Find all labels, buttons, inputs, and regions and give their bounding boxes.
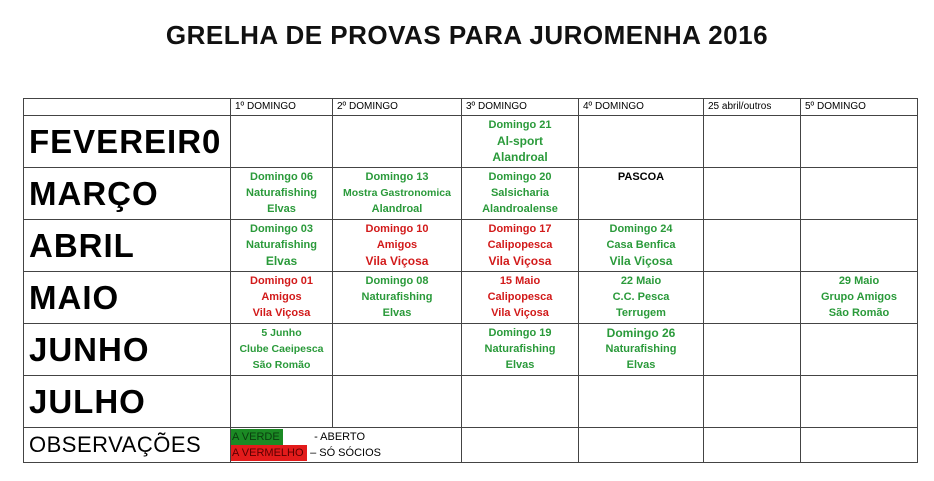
event-club: Salsicharia [490, 187, 550, 199]
event-place: São Romão [828, 307, 890, 319]
cell-empty [801, 116, 918, 168]
cell-empty [704, 168, 801, 220]
cell-empty [801, 168, 918, 220]
event-place: Elvas [267, 203, 296, 215]
cell-empty [579, 116, 704, 168]
schedule-table [23, 98, 918, 463]
legend-cell [231, 428, 462, 463]
event-date: Domingo 19 [488, 327, 552, 339]
legend [231, 428, 461, 461]
header-3-domingo: 3º DOMINGO [462, 99, 579, 116]
cell-empty [333, 376, 462, 428]
event-cell [801, 272, 918, 324]
legend-red-text: – SÓ SÓCIOS [310, 447, 381, 459]
cell-empty [231, 116, 333, 168]
cell-empty [231, 376, 333, 428]
cell-empty [801, 220, 918, 272]
event-place: Alandroalense [482, 203, 558, 215]
event-cell [333, 168, 462, 220]
header-2-domingo: 2º DOMINGO [333, 99, 462, 116]
event-place: Elvas [505, 359, 535, 371]
cell-empty [801, 376, 918, 428]
event-place: Elvas [265, 254, 298, 268]
event-place: Vila Viçosa [491, 307, 549, 319]
event-club: Naturafishing [361, 291, 433, 303]
event-place: Alandroal [371, 203, 423, 215]
header-row [24, 99, 918, 116]
event-cell [333, 220, 462, 272]
month-label: ABRIL [24, 220, 231, 272]
row-maio [24, 272, 918, 324]
row-observacoes [24, 428, 918, 463]
event-date: PASCOA [617, 171, 665, 183]
event-date: Domingo 24 [609, 223, 673, 235]
event-club: Calipopesca [487, 239, 553, 251]
event-cell [462, 116, 579, 168]
event-club: Naturafishing [246, 239, 317, 251]
event-club: Grupo Amigos [821, 291, 897, 303]
cell-empty [704, 272, 801, 324]
event-cell [231, 324, 333, 376]
cell-empty [801, 428, 918, 463]
header-25-abril-outros: 25 abril/outros [704, 99, 801, 116]
row-marco [24, 168, 918, 220]
header-1-domingo: 1º DOMINGO [231, 99, 333, 116]
row-abril [24, 220, 918, 272]
cell-empty [462, 428, 579, 463]
event-date: 22 Maio [620, 275, 662, 287]
event-date: Domingo 20 [488, 171, 552, 183]
event-date: Domingo 17 [488, 223, 552, 235]
event-club: C.C. Pesca [612, 291, 670, 303]
event-cell [579, 168, 704, 220]
event-cell [579, 272, 704, 324]
cell-empty [462, 376, 579, 428]
event-date: Domingo 21 [488, 119, 552, 131]
legend-green [231, 429, 461, 445]
event-place: São Romão [252, 359, 311, 371]
cell-empty [704, 324, 801, 376]
event-club: Calipopesca [487, 291, 553, 303]
event-cell [579, 220, 704, 272]
cell-empty [333, 324, 462, 376]
event-cell [231, 168, 333, 220]
event-place: Elvas [382, 307, 412, 319]
month-label: MAIO [24, 272, 231, 324]
event-club: Amigos [376, 239, 418, 251]
cell-empty [333, 116, 462, 168]
row-julho [24, 376, 918, 428]
cell-empty [704, 220, 801, 272]
header-5-domingo: 5º DOMINGO [801, 99, 918, 116]
event-cell [462, 272, 579, 324]
header-corner [24, 99, 231, 116]
event-place: Vila Viçosa [609, 254, 673, 268]
event-date: Domingo 26 [606, 326, 676, 340]
event-place: Vila Viçosa [488, 254, 552, 268]
event-place: Terrugem [616, 307, 666, 319]
event-club: Amigos [261, 291, 302, 303]
event-place: Vila Viçosa [365, 254, 429, 268]
event-date: 15 Maio [499, 275, 541, 287]
cell-empty [704, 428, 801, 463]
cell-empty [704, 116, 801, 168]
event-date: Domingo 08 [365, 275, 429, 287]
event-club: Naturafishing [605, 343, 677, 355]
event-date: Domingo 13 [365, 171, 429, 183]
row-fevereiro [24, 116, 918, 168]
event-club: Mostra Gastronomica [343, 187, 451, 199]
legend-red-swatch: A VERMELHO [231, 445, 307, 461]
month-label: JULHO [24, 376, 231, 428]
event-place: Vila Viçosa [252, 307, 311, 319]
event-date: Domingo 10 [365, 223, 429, 235]
event-club: Naturafishing [246, 187, 317, 199]
event-place: Alandroal [492, 150, 548, 164]
cell-empty [579, 376, 704, 428]
event-cell [333, 272, 462, 324]
event-club: Naturafishing [484, 343, 556, 355]
event-cell [462, 168, 579, 220]
row-junho [24, 324, 918, 376]
month-label: MARÇO [24, 168, 231, 220]
legend-green-swatch: A VERDE [231, 429, 283, 445]
event-cell [231, 220, 333, 272]
header-4-domingo: 4º DOMINGO [579, 99, 704, 116]
legend-red [231, 445, 461, 461]
event-club: Al-sport [497, 134, 543, 148]
event-cell [462, 324, 579, 376]
event-club: Clube Caeipesca [239, 343, 324, 355]
cell-empty [704, 376, 801, 428]
event-cell [231, 272, 333, 324]
event-date: Domingo 01 [250, 275, 313, 287]
event-club: Casa Benfica [606, 239, 676, 251]
month-label: FEVEREIR0 [24, 116, 231, 168]
cell-empty [579, 428, 704, 463]
event-date: 29 Maio [838, 275, 880, 287]
month-label: JUNHO [24, 324, 231, 376]
event-cell [579, 324, 704, 376]
event-date: Domingo 03 [250, 223, 313, 235]
event-date: Domingo 06 [250, 171, 313, 183]
event-date: 5 Junho [261, 327, 302, 339]
page-title: GRELHA DE PROVAS PARA JUROMENHA 2016 [165, 20, 769, 50]
event-cell [462, 220, 579, 272]
observacoes-label: OBSERVAÇÕES [24, 428, 231, 463]
event-place: Elvas [626, 359, 656, 371]
cell-empty [801, 324, 918, 376]
legend-green-text: - ABERTO [314, 431, 366, 443]
